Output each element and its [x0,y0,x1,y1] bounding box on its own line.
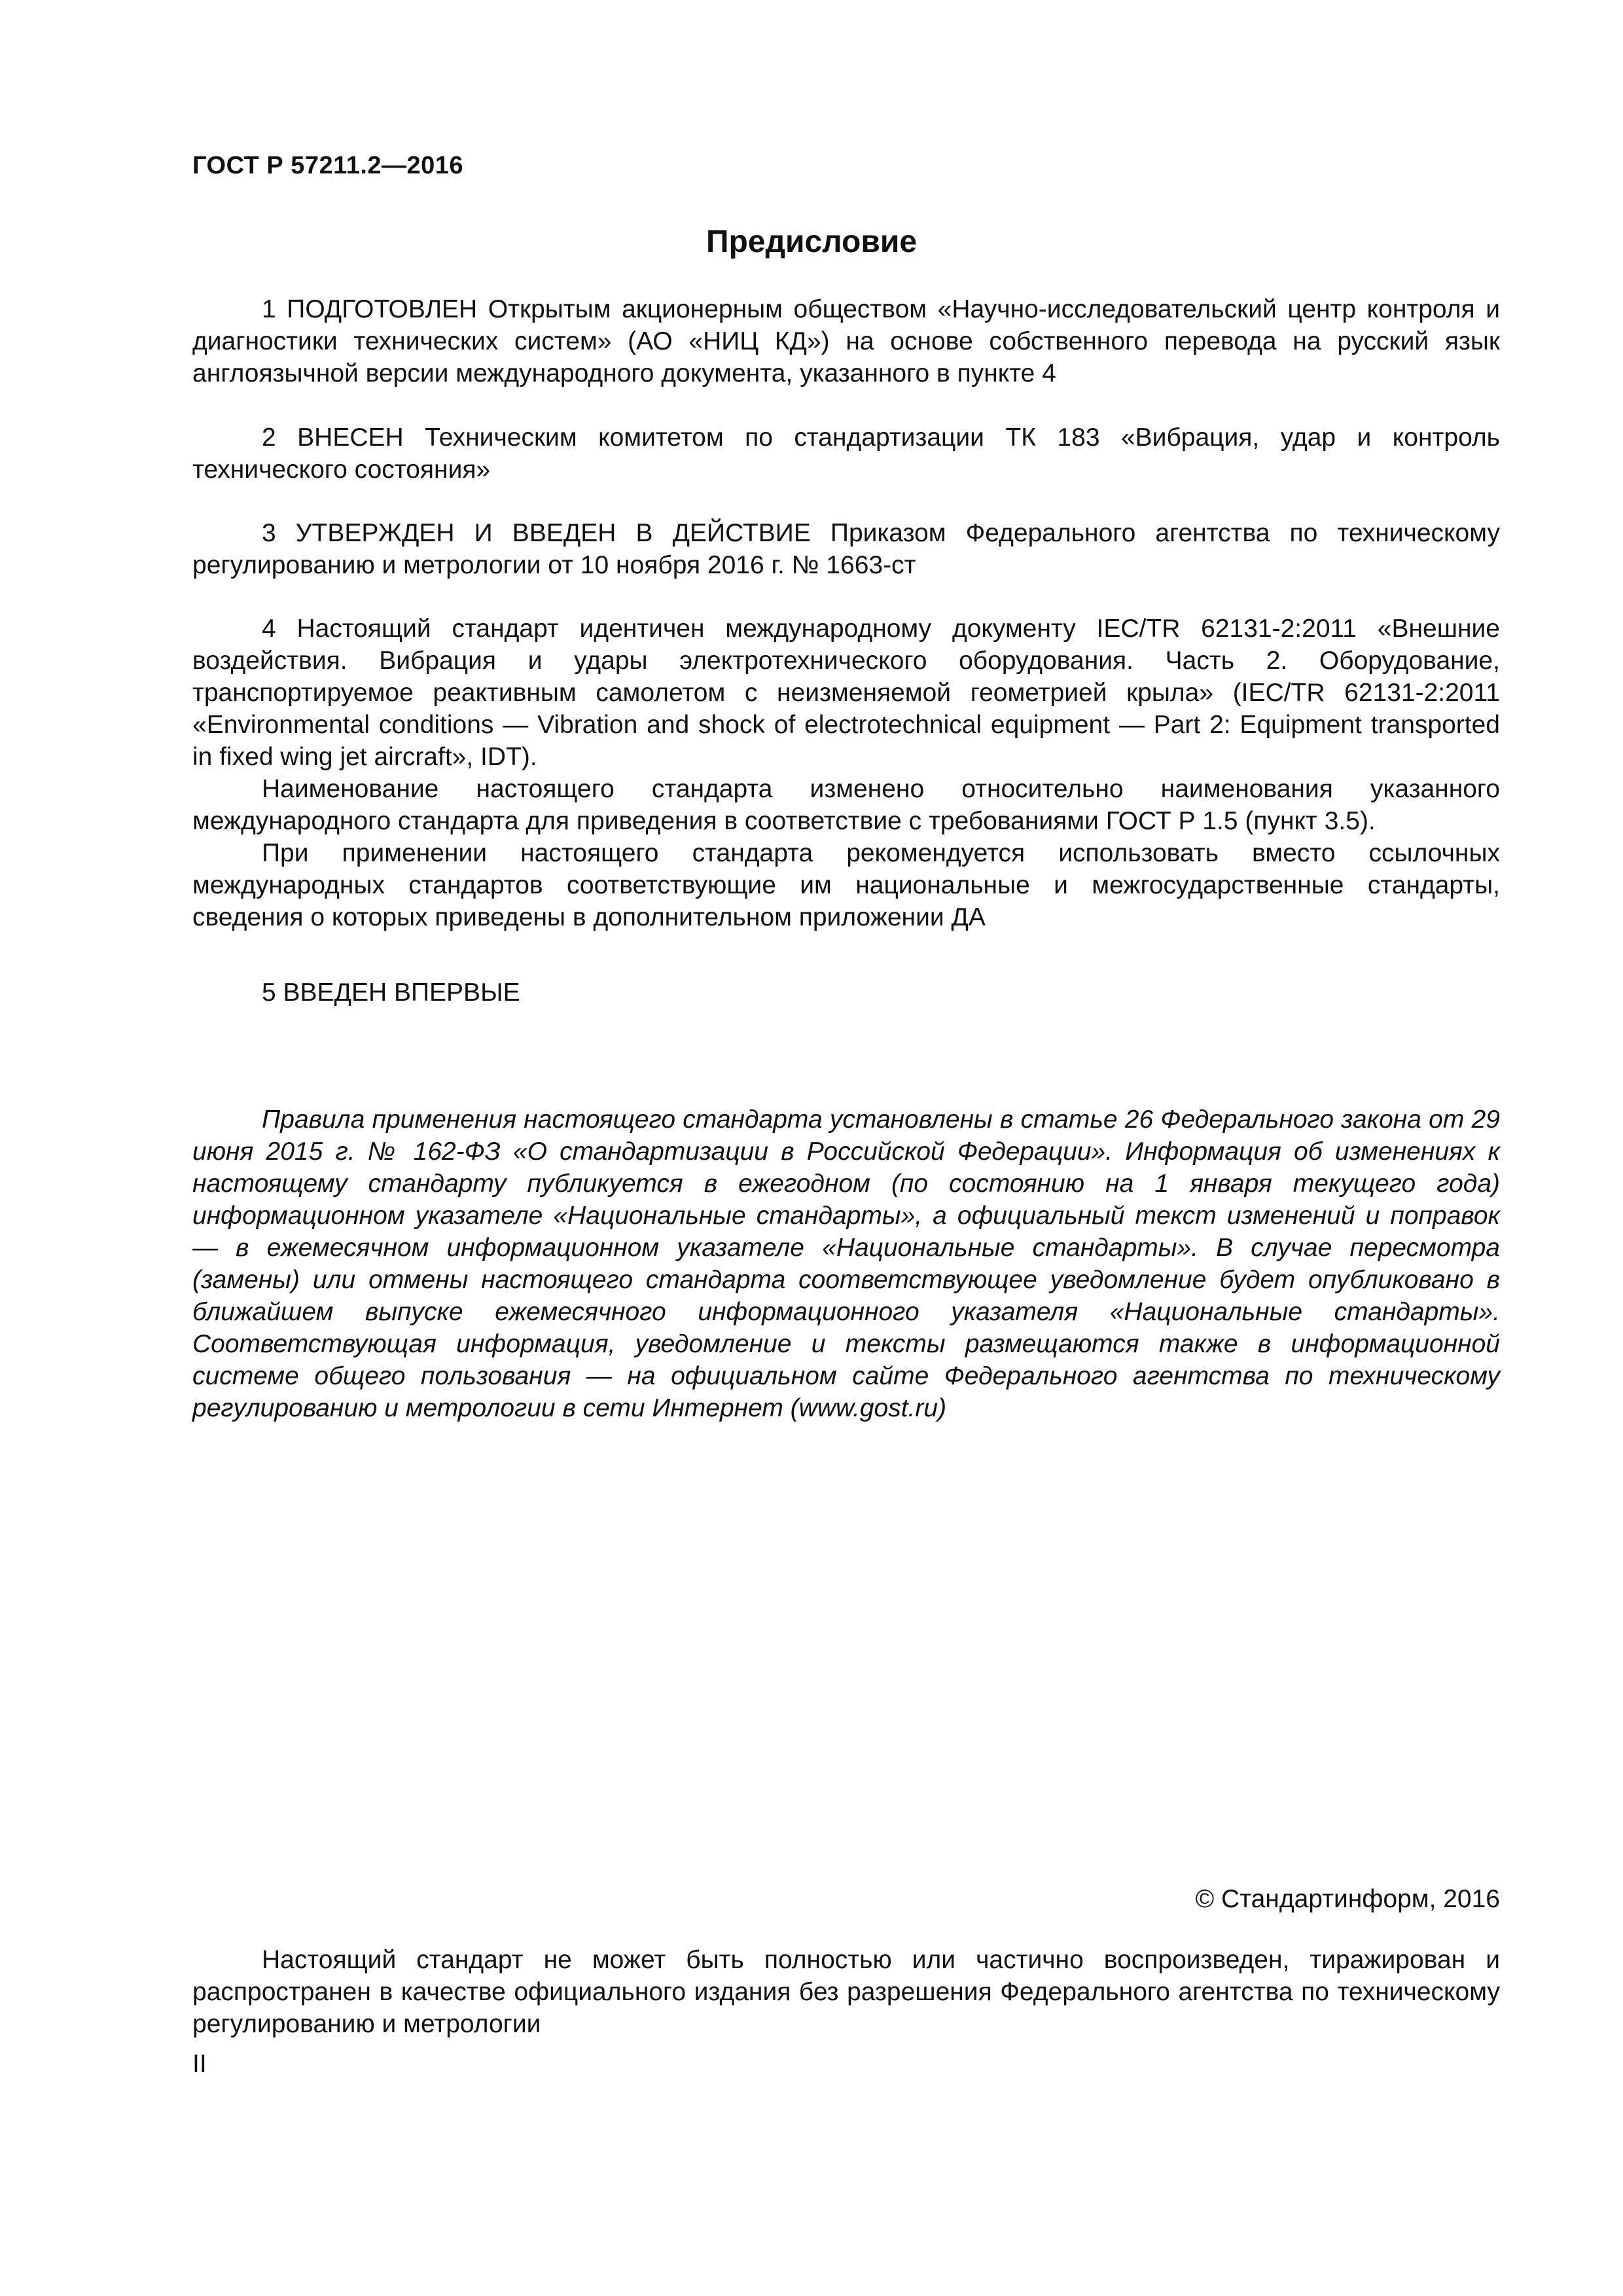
page-title: Предисловие [705,224,918,259]
section-5-text: 5 ВВЕДЕН ВПЕРВЫЕ [262,978,520,1007]
section-2 [192,422,1500,486]
section-4-paragraph: Наименование настоящего стандарта изменено относительно наименования указанного международного стандарта для приведения в соответствие с требованиями ГОСТ Р 1.5 (пункт 3.5). [192,775,1500,835]
reproduction-notice [192,1944,1500,2040]
section-5 [192,977,1500,1009]
copyright-line: © Стандартинформ, 2016 [1195,1885,1500,1913]
notice-text: Правила применения настоящего стандарта установлены в статье 26 Федерального закона от 29 июня 2015 г. № 162-ФЗ «О стандартизации в Российской Федерации». Информация об изменениях к настоящему стандарту публикуется в ежегодном (по состоянию на 1 января текущего года) информационном указателе «Национальные стандарты», а официальный текст изменений и поправок — в ежемесячном информационном указателе «Национальные стандарты». В случае пересмотра (замены) или отмены настоящего стандарта соответствующее уведомление будет опубликовано в ближайшем выпуске ежемесячного информационного указателя «Национальные стандарты». Соответствующая информация, уведомление и тексты размещаются также в информационной системе общего пользования — на официальном сайте Федерального агентства по техническому регулированию и метрологии в сети Интернет (www.gost.ru) [192,1105,1500,1422]
section-2-text: 2 ВНЕСЕН Техническим комитетом по стандартизации ТК 183 «Вибрация, удар и контроль технического состояния» [192,423,1500,484]
application-rules-notice [192,1103,1500,1424]
section-3-text: 3 УТВЕРЖДЕН И ВВЕДЕН В ДЕЙСТВИЕ Приказом Федерального агентства по техническому регулированию и метрологии от 10 ноября 2016 г. № 1663-ст [192,519,1500,579]
section-4 [192,613,1500,933]
section-1-text: 1 ПОДГОТОВЛЕН Открытым акционерным обществом «Научно-исследовательский центр контроля и диагностики технических систем» (АО «НИЦ КД») на основе собственного перевода на русский язык англоязычной версии международного документа, указанного в пункте 4 [192,295,1500,387]
reproduction-notice-text: Настоящий стандарт не может быть полностью или частично воспроизведен, тиражирован и распространен в качестве официального издания без разрешения Федерального агентства по техническому регулированию и метрологии [192,1946,1500,2038]
section-3 [192,517,1500,581]
section-1 [192,293,1500,389]
document-header: ГОСТ Р 57211.2—2016 [192,152,464,179]
page-number: II [192,2050,207,2078]
section-4-paragraph: 4 Настоящий стандарт идентичен международному документу IEC/TR 62131-2:2011 «Внешние воздействия. Вибрация и удары электротехнического оборудования. Часть 2. Оборудование, транспортируемое реактивным самолетом с неизменяемой геометрией крыла» (IEC/TR 62131-2:2011 «Environmental conditions — Vibration and shock of electrotechnical equipment — Part 2: Equipment transported in fixed wing jet aircraft», IDT). [192,615,1500,771]
section-4-paragraph: При применении настоящего стандарта рекомендуется использовать вместо ссылочных международных стандартов соответствующие им национальные и межгосударственные стандарты, сведения о которых приведены в дополнительном приложении ДА [192,839,1500,931]
